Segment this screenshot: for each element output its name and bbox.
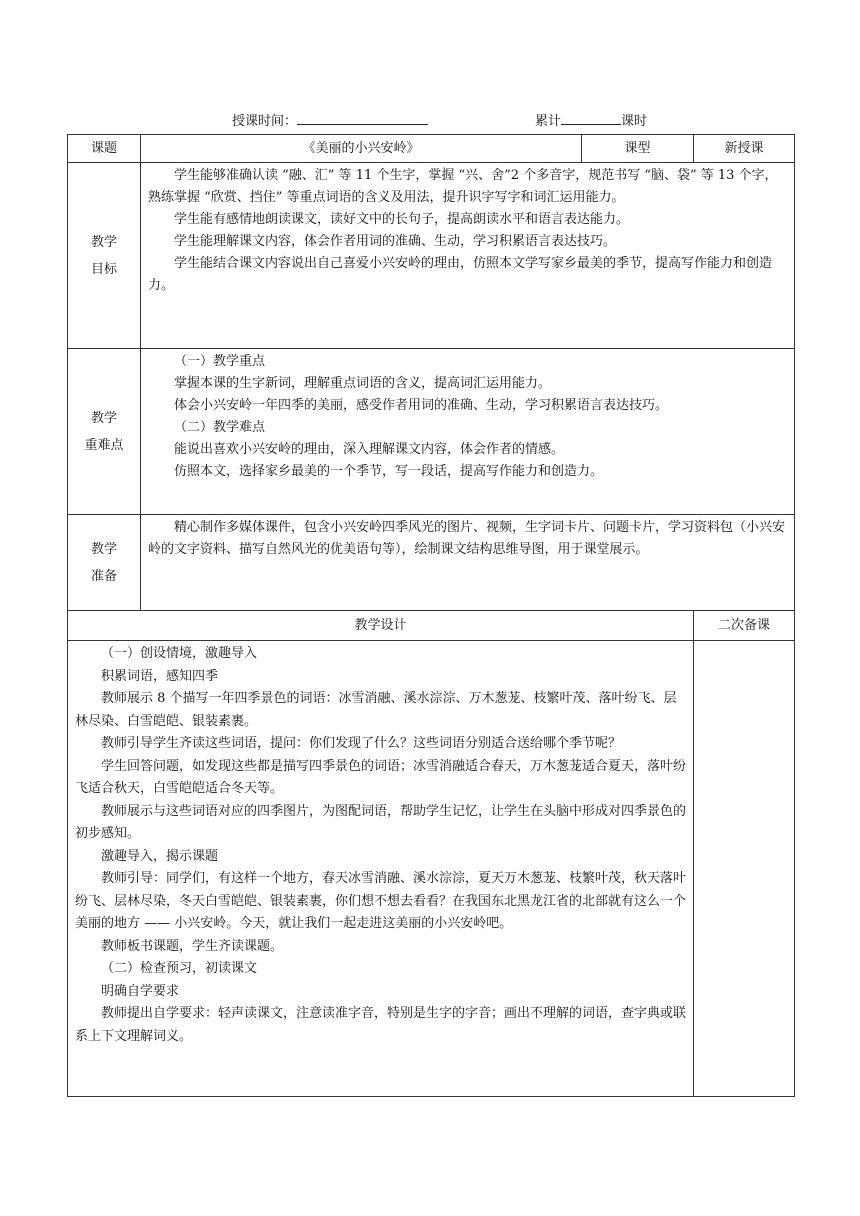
header-line — [0, 110, 860, 130]
design-paragraph: 教师引导学生齐读这些词语，提问：你们发现了什么？这些词语分别适合送给哪个季节呢？ — [101, 736, 622, 751]
topic-row — [68, 135, 795, 163]
topic-label: 课题 — [68, 135, 141, 163]
design-paragraph: 教师展示 8 个描写一年四季景色的词语：冰雪消融、溪水淙淙、万木葱茏、枝繁叶茂、落叶纷飞、层林尽染、白雪皑皑、银装素裹。 — [75, 691, 677, 729]
design-paragraph: 学生回答问题，如发现这些都是描写四季景色的词语；冰雪消融适合春天，万木葱茏适合夏天，落叶纷飞适合秋天，白雪皑皑适合冬天等。 — [75, 758, 687, 796]
topic-title: 《美丽的小兴安岭》 — [141, 135, 582, 163]
time-blank[interactable] — [297, 110, 428, 125]
design-header-row — [68, 611, 795, 641]
prep-content — [141, 515, 795, 611]
focus-paragraph: （一）教学重点 — [174, 354, 266, 369]
prep-label: 教学 准备 — [68, 515, 141, 611]
type-label: 课型 — [582, 135, 694, 163]
goal-paragraph: 学生能够准确认读 “融、汇” 等 11 个生字，掌握 “兴、舍”2 个多音字，规范书写 “脑、袋” 等 13 个字，熟练掌握 “欣赏、挡住” 等重点词语的含义及用法，提升识字写字和词汇运用能力。 — [148, 168, 778, 205]
total-blank[interactable] — [561, 110, 621, 125]
design-paragraph: 教师展示与这些词语对应的四季图片，为图配词语，帮助学生记忆，让学生在头脑中形成对四季景色的初步感知。 — [75, 803, 687, 841]
focus-paragraph: 体会小兴安岭一年四季的美丽，感受作者用词的准确、生动，学习积累语言表达技巧。 — [174, 398, 669, 413]
goals-content — [141, 163, 795, 349]
design-paragraph: 教师引导：同学们，有这样一个地方，春天冰雪消融、溪水淙淙，夏天万木葱茏、枝繁叶茂，秋天落叶纷飞、层林尽染，冬天白雪皑皑、银装素裹，你们想不想去看看？在我国东北黑龙江省的北部就有这么一个美丽的地方 —— 小兴安岭。今天，就让我们一起走进这美丽的小兴安岭吧。 — [75, 871, 687, 931]
focus-label: 教学 重难点 — [68, 349, 141, 515]
lesson-time — [232, 110, 428, 132]
prep-row — [68, 515, 795, 611]
design-paragraph: 明确自学要求 — [101, 983, 180, 999]
goals-row — [68, 163, 795, 349]
design-paragraph: （二）检查预习，初读课文 — [101, 961, 258, 976]
total-label: 累计 — [535, 114, 562, 129]
prep-paragraph: 精心制作多媒体课件，包含小兴安岭四季风光的图片、视频，生字词卡片、问题卡片，学习资料包（小兴安岭的文字资料、描写自然风光的优美语句等），绘制课文结构思维导图，用于课堂展示。 — [148, 520, 786, 557]
goal-paragraph: 学生能理解课文内容，体会作者用词的准确、生动，学习积累语言表达技巧。 — [174, 234, 617, 249]
focus-paragraph: （二）教学难点 — [174, 420, 266, 435]
focus-row — [68, 349, 795, 515]
focus-paragraph: 掌握本课的生字新词，理解重点词语的含义，提高词汇运用能力。 — [174, 376, 552, 391]
goals-label: 教学 目标 — [68, 163, 141, 349]
goal-paragraph: 学生能有感情地朗读课文，读好文中的长句子，提高朗读水平和语言表达能力。 — [174, 212, 630, 227]
design-paragraph: （一）创设情境，激趣导入 — [101, 646, 258, 661]
time-label: 授课时间： — [232, 114, 298, 129]
goal-paragraph: 学生能结合课文内容说出自己喜爱小兴安岭的理由，仿照本文学写家乡最美的季节，提高写作能力和创造力。 — [148, 256, 773, 293]
lesson-total — [535, 110, 647, 132]
second-prep-cell[interactable] — [694, 641, 795, 1097]
focus-paragraph: 能说出喜欢小兴安岭的理由，深入理解课文内容，体会作者的情感。 — [174, 442, 565, 457]
focus-paragraph: 仿照本文，选择家乡最美的一个季节，写一段话，提高写作能力和创造力。 — [174, 464, 604, 479]
design-content — [68, 641, 694, 1097]
second-prep-header: 二次备课 — [694, 611, 795, 641]
design-header: 教学设计 — [68, 611, 694, 641]
design-paragraph: 教师提出自学要求：轻声读课文，注意读准字音，特别是生字的字音；画出不理解的词语，查字典或联系上下文理解词义。 — [75, 1006, 687, 1044]
type-value: 新授课 — [694, 135, 795, 163]
design-paragraph: 激趣导入，揭示课题 — [101, 848, 219, 864]
design-row — [68, 641, 795, 1097]
design-paragraph: 教师板书课题，学生齐读课题。 — [101, 938, 284, 954]
design-paragraph: 积累词语，感知四季 — [101, 668, 219, 684]
lesson-plan-table — [67, 134, 795, 1097]
period-label: 课时 — [621, 114, 648, 129]
focus-content — [141, 349, 795, 515]
